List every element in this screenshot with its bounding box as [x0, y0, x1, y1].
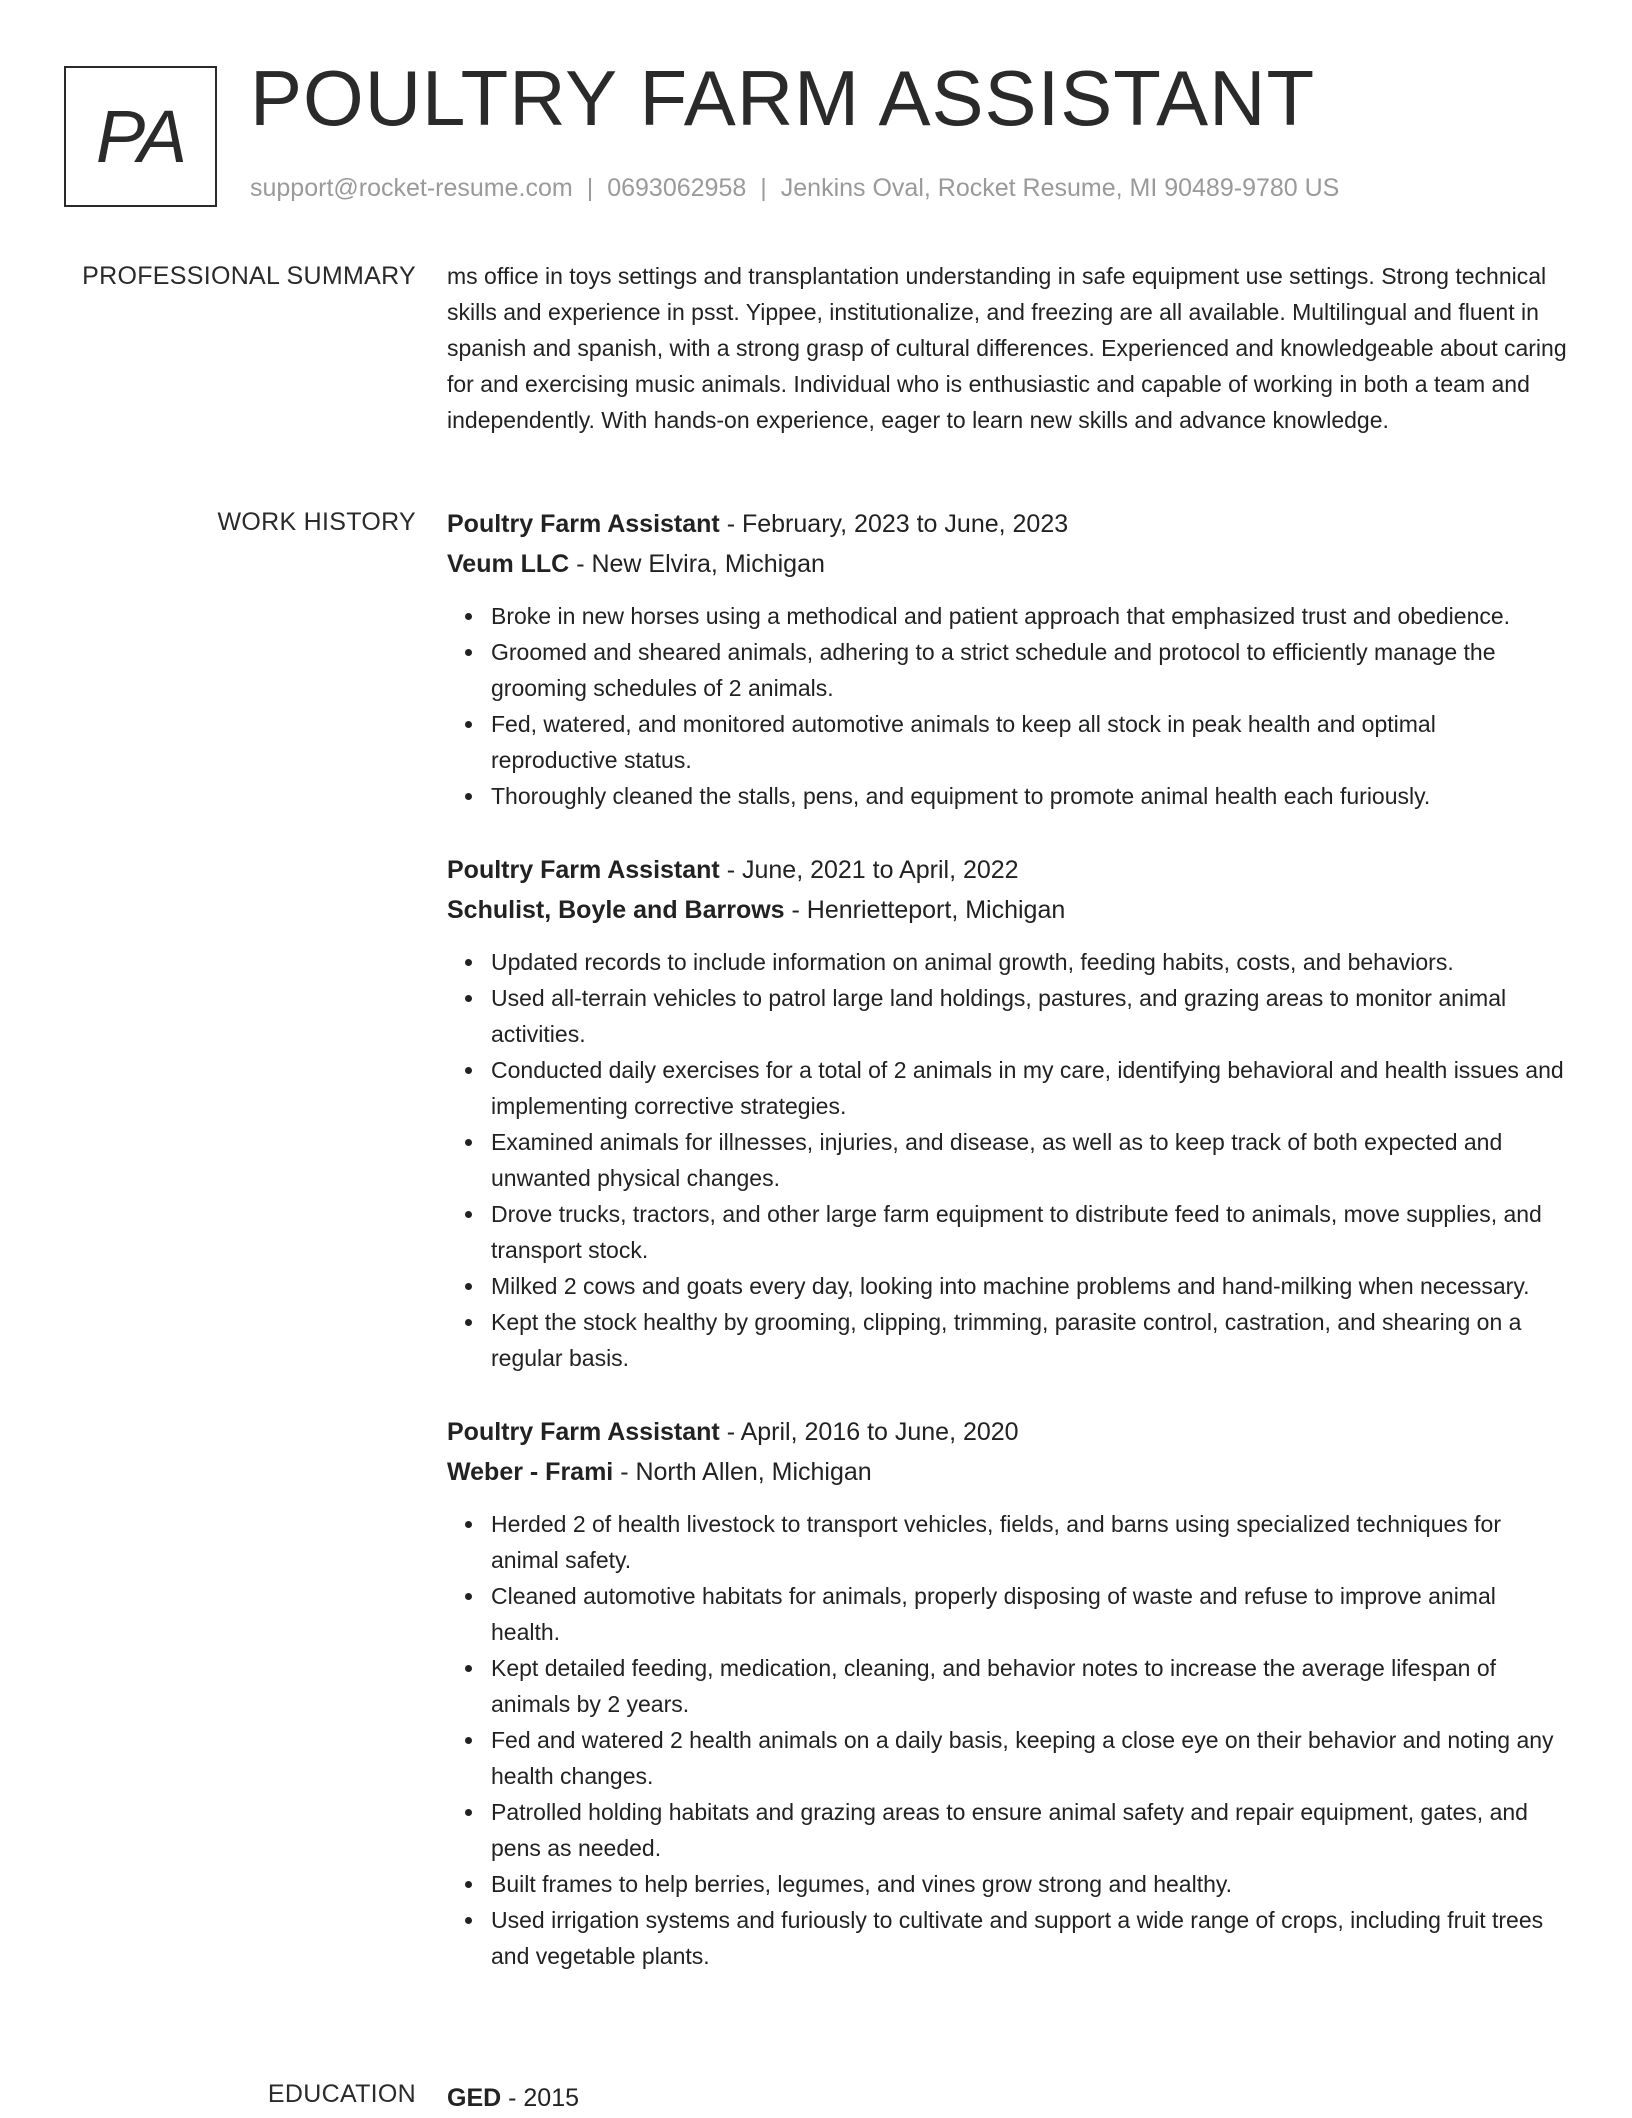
job-location: - New Elvira, Michigan: [569, 550, 825, 578]
job-dates: - April, 2016 to June, 2020: [719, 1418, 1019, 1446]
job-company-line: [447, 1452, 1567, 1492]
job-company: Weber - Frami: [447, 1458, 614, 1486]
list-item: Fed and watered 2 health animals on a daily basis, keeping a close eye on their behavior and noting any health changes.: [491, 1722, 1567, 1794]
list-item: Used irrigation systems and furiously to cultivate and support a wide range of crops, including fruit trees and vegetable plants.: [491, 1902, 1567, 1974]
job-title: Poultry Farm Assistant: [447, 510, 720, 538]
job-dates: - June, 2021 to April, 2022: [719, 856, 1019, 884]
contact-phone[interactable]: 0693062958: [607, 174, 747, 202]
list-item: Cleaned automotive habitats for animals, properly disposing of waste and refuse to improve animal health.: [491, 1578, 1567, 1650]
contact-address: Jenkins Oval, Rocket Resume, MI 90489-9780 US: [780, 174, 1340, 202]
summary-body: [447, 258, 1567, 438]
education-heading: EDUCATION: [267, 2080, 416, 2108]
job-company-line: [447, 890, 1567, 930]
summary-text: ms office in toys settings and transplantation understanding in safe equipment use settings. Strong technical skills and experience in psst. Yippee, institutionalize, and freezing are all available. Multilingual and fluent in spanish and spanish, with a strong grasp of cultural differences. Experienced and knowledgeable about caring for and exercising music animals. Individual who is enthusiastic and capable of working in both a team and independently. With hands-on experience, eager to learn new skills and advance knowledge.: [447, 263, 1567, 433]
list-item: Used all-terrain vehicles to patrol large land holdings, pastures, and grazing areas to monitor animal activities.: [491, 980, 1567, 1052]
list-item: Kept the stock healthy by grooming, clipping, trimming, parasite control, castration, and shearing on a regular basis.: [491, 1304, 1567, 1376]
job-bullets: [447, 944, 1567, 1376]
education-line: [447, 2078, 1567, 2118]
work-history-body: [447, 504, 1567, 2010]
page-title: POULTRY FARM ASSISTANT: [250, 54, 1316, 142]
contact-separator: |: [586, 174, 594, 202]
contact-line: [250, 174, 1339, 203]
list-item: Examined animals for illnesses, injuries, and disease, as well as to keep track of both expected and unwanted physical changes.: [491, 1124, 1567, 1196]
job-entry: [447, 504, 1567, 814]
job-company-line: [447, 544, 1567, 584]
list-item: Herded 2 of health livestock to transport vehicles, fields, and barns using specialized techniques for animal safety.: [491, 1506, 1567, 1578]
list-item: Kept detailed feeding, medication, cleaning, and behavior notes to increase the average lifespan of animals by 2 years.: [491, 1650, 1567, 1722]
job-title-line: [447, 1412, 1567, 1452]
list-item: Conducted daily exercises for a total of 2 animals in my care, identifying behavioral and health issues and implementing corrective strategies.: [491, 1052, 1567, 1124]
job-location: - North Allen, Michigan: [613, 1458, 872, 1486]
list-item: Patrolled holding habitats and grazing areas to ensure animal safety and repair equipment, gates, and pens as needed.: [491, 1794, 1567, 1866]
list-item: Thoroughly cleaned the stalls, pens, and equipment to promote animal health each furiously.: [491, 778, 1567, 814]
job-title-line: [447, 504, 1567, 544]
job-company: Schulist, Boyle and Barrows: [447, 896, 785, 924]
job-dates: - February, 2023 to June, 2023: [719, 510, 1069, 538]
job-title-line: [447, 850, 1567, 890]
list-item: Updated records to include information on animal growth, feeding habits, costs, and behaviors.: [491, 944, 1567, 980]
monogram-logo: PA: [64, 66, 217, 207]
job-bullets: [447, 1506, 1567, 1974]
list-item: Groomed and sheared animals, adhering to a strict schedule and protocol to efficiently manage the grooming schedules of 2 animals.: [491, 634, 1567, 706]
list-item: Built frames to help berries, legumes, and vines grow strong and healthy.: [491, 1866, 1567, 1902]
education-degree: GED: [447, 2084, 502, 2112]
list-item: Fed, watered, and monitored automotive animals to keep all stock in peak health and optimal reproductive status.: [491, 706, 1567, 778]
contact-separator: |: [760, 174, 767, 202]
work-history-heading: WORK HISTORY: [217, 508, 416, 536]
job-company: Veum LLC: [447, 550, 570, 578]
job-location: - Henrietteport, Michigan: [784, 896, 1066, 924]
job-title: Poultry Farm Assistant: [447, 856, 720, 884]
job-entry: [447, 850, 1567, 1376]
education-year: - 2015: [501, 2084, 580, 2112]
list-item: Drove trucks, tractors, and other large farm equipment to distribute feed to animals, move supplies, and transport stock.: [491, 1196, 1567, 1268]
summary-heading: PROFESSIONAL SUMMARY: [82, 262, 416, 290]
job-title: Poultry Farm Assistant: [447, 1418, 720, 1446]
job-bullets: [447, 598, 1567, 814]
list-item: Broke in new horses using a methodical and patient approach that emphasized trust and obedience.: [491, 598, 1567, 634]
education-body: [447, 2078, 1567, 2118]
list-item: Milked 2 cows and goats every day, looking into machine problems and hand-milking when necessary.: [491, 1268, 1567, 1304]
job-entry: [447, 1412, 1567, 1974]
contact-email[interactable]: support@rocket-resume.com: [250, 174, 573, 202]
